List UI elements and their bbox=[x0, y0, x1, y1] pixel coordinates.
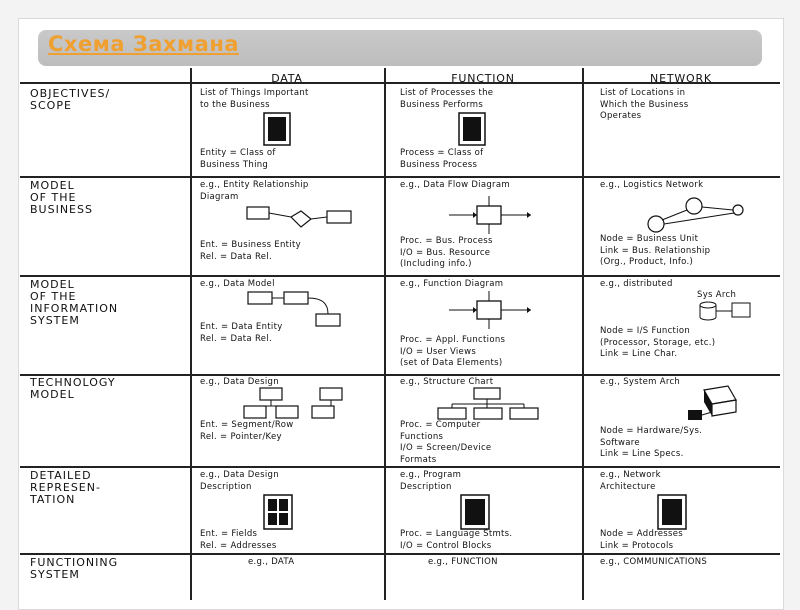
program-listing-icon bbox=[461, 495, 489, 529]
grid-vline bbox=[582, 68, 584, 600]
cell-text: Ent. = Business Entity Rel. = Data Rel. bbox=[200, 240, 301, 262]
cell-text: Process = Class of Business Process bbox=[400, 148, 484, 170]
row-header-information-model: MODEL OF THE INFORMATION SYSTEM bbox=[30, 278, 119, 327]
cell-text: Node = Addresses Link = Protocols bbox=[600, 529, 684, 551]
cell-text: e.g., FUNCTION bbox=[428, 557, 498, 567]
logistics-network-diagram bbox=[638, 196, 748, 236]
cell-text: Ent. = Segment/Row Rel. = Pointer/Key bbox=[200, 420, 294, 442]
document-icon bbox=[264, 113, 290, 145]
cell-text: e.g., Network Architecture bbox=[600, 470, 661, 492]
cell-text: e.g., Structure Chart bbox=[400, 377, 494, 387]
cell-text: Node = I/S Function (Processor, Storage, etc.) Link = Line Char. bbox=[600, 326, 716, 359]
cell-text: Entity = Class of Business Thing bbox=[200, 148, 276, 170]
grid-vline bbox=[190, 68, 192, 600]
computer-hardware-icon bbox=[684, 386, 750, 426]
field-layout-icon bbox=[264, 495, 292, 529]
grid-vline bbox=[384, 68, 386, 600]
function-diagram bbox=[445, 291, 535, 331]
network-architecture-icon bbox=[658, 495, 686, 529]
cell-text: Ent. = Fields Rel. = Addresses bbox=[200, 529, 277, 551]
data-design-diagram bbox=[242, 386, 362, 422]
structure-chart bbox=[434, 388, 544, 420]
entity-relationship-diagram bbox=[245, 203, 355, 243]
row-header-technology-model: TECHNOLOGY MODEL bbox=[30, 376, 116, 401]
cell-text: e.g., Data Flow Diagram bbox=[400, 180, 510, 190]
cell-text: e.g., Logistics Network bbox=[600, 180, 704, 190]
cell-text: e.g., System Arch bbox=[600, 377, 681, 387]
cell-text: Proc. = Appl. Functions I/O = User Views (set of Data Elements) bbox=[400, 335, 506, 368]
cell-text: List of Things Important to the Business bbox=[200, 88, 309, 110]
cell-text: Node = Hardware/Sys. Software Link = Line Specs. bbox=[600, 426, 703, 459]
grid-hline bbox=[20, 176, 780, 178]
grid-hline bbox=[20, 374, 780, 376]
row-header-business-model: MODEL OF THE BUSINESS bbox=[30, 179, 93, 216]
cell-text: List of Locations in Which the Business Operates bbox=[600, 88, 689, 121]
column-header-function: FUNCTION bbox=[451, 72, 515, 85]
cell-text: e.g., Entity Relationship Diagram bbox=[200, 180, 309, 202]
distributed-system-icon bbox=[696, 301, 766, 325]
grid-hline bbox=[20, 553, 780, 555]
grid-hline bbox=[20, 275, 780, 277]
cell-text: e.g., Program Description bbox=[400, 470, 462, 492]
zachman-table bbox=[20, 68, 780, 600]
row-header-functioning-system: FUNCTIONING SYSTEM bbox=[30, 556, 119, 581]
data-flow-diagram bbox=[445, 196, 535, 236]
cell-text: Ent. = Data Entity Rel. = Data Rel. bbox=[200, 322, 283, 344]
cell-text: Sys Arch bbox=[697, 290, 737, 300]
cell-text: e.g., Function Diagram bbox=[400, 279, 504, 289]
column-header-data: DATA bbox=[271, 72, 303, 85]
cell-text: e.g., Data Model bbox=[200, 279, 275, 289]
document-icon bbox=[459, 113, 485, 145]
row-header-detailed-representation: DETAILED REPRESEN- TATION bbox=[30, 469, 101, 506]
cell-text: e.g., DATA bbox=[248, 557, 295, 567]
cell-text: e.g., Data Design Description bbox=[200, 470, 279, 492]
slide-title[interactable]: Схема Захмана bbox=[48, 32, 239, 56]
cell-text: Node = Business Unit Link = Bus. Relationship (Org., Product, Info.) bbox=[600, 234, 711, 267]
cell-text: Proc. = Language Stmts. I/O = Control Blocks bbox=[400, 529, 513, 551]
cell-text: e.g., Data Design bbox=[200, 377, 279, 387]
cell-text: e.g., distributed bbox=[600, 279, 673, 289]
row-header-objectives: OBJECTIVES/ SCOPE bbox=[30, 87, 111, 112]
cell-text: e.g., COMMUNICATIONS bbox=[600, 557, 708, 567]
cell-text: Proc. = Computer Functions I/O = Screen/Device Formats bbox=[400, 420, 492, 465]
cell-text: Proc. = Bus. Process I/O = Bus. Resource (Including info.) bbox=[400, 236, 493, 269]
cell-text: List of Processes the Business Performs bbox=[400, 88, 494, 110]
column-header-network: NETWORK bbox=[650, 72, 712, 85]
grid-hline bbox=[20, 466, 780, 468]
